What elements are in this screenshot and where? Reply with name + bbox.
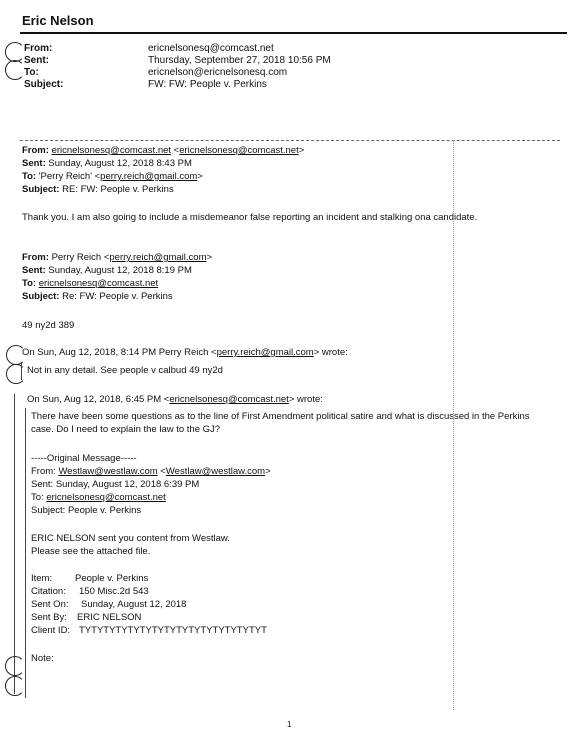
msg2-from: From: Perry Reich <perry.reich@gmail.com> (22, 252, 213, 263)
quote-bar (21, 362, 22, 380)
quote2-intro: On Sun, Aug 12, 2018, 6:45 PM <ericnelsonesq@comcast.net> wrote: (27, 394, 323, 405)
msg1-to-label: To: (22, 171, 37, 182)
original-sent: Sent: Sunday, August 12, 2018 6:39 PM (31, 479, 200, 490)
msg2-from-link[interactable]: perry.reich@gmail.com (109, 252, 207, 263)
quote2-link[interactable]: ericnelsonesq@comcast.net (169, 394, 289, 405)
quote2-body-line1: There have been some questions as to the line of First Amendment political satire and what is discussed in the Perkins (31, 411, 530, 422)
punch-hole-icon (5, 676, 25, 696)
original-from: From: Westlaw@westlaw.com <Westlaw@westlaw.com> (31, 466, 271, 477)
msg2-subject (22, 291, 173, 302)
msg1-sent (22, 158, 192, 169)
header-rule (20, 32, 567, 34)
original-to-link[interactable]: ericnelsonesq@comcast.net (46, 492, 166, 503)
msg1-subject-label: Subject: (22, 184, 60, 195)
msg2-subject-label: Subject: (22, 291, 60, 302)
detail-citation-label: Citation: (31, 586, 66, 597)
detail-senton-value: Sunday, August 12, 2018 (81, 599, 187, 610)
msg2-body: 49 ny2d 389 (22, 320, 75, 331)
original-from-link-2[interactable]: Westlaw@westlaw.com (165, 466, 266, 477)
original-subject: Subject: People v. Perkins (31, 505, 142, 516)
msg1-from-link[interactable]: ericnelsonesq@comcast.net (51, 145, 172, 156)
quote-bar-inner (25, 408, 26, 698)
msg2-to-label: To: (22, 278, 37, 289)
original-title: -----Original Message----- (31, 453, 137, 464)
note-label: Note: (31, 653, 54, 664)
to-value: ericnelson@ericnelsonesq.com (148, 67, 288, 78)
subject-label: Subject: (24, 79, 64, 90)
msg1-to-link[interactable]: perry.reich@gmail.com (100, 171, 198, 182)
page-number: 1 (287, 720, 292, 729)
original-to (31, 492, 166, 503)
msg1-to-name: 'Perry Reich' (38, 171, 92, 182)
detail-client-label: Client ID: (31, 625, 71, 636)
quote-bar-outer (14, 394, 15, 694)
msg1-body (22, 212, 477, 223)
punch-hole-icon (5, 60, 25, 80)
msg2-from-label: From: (22, 252, 49, 263)
from-label: From: (24, 43, 53, 54)
msg1-from: From: ericnelsonesq@comcast.net <ericnelsonesq@comcast.net> (22, 145, 305, 156)
quote2-intro-text: On Sun, Aug 12, 2018, 6:45 PM (27, 394, 162, 405)
quote2-body-line2: case. Do I need to explain the law to the GJ? (31, 424, 221, 435)
scan-artifact-line (453, 140, 454, 710)
detail-client-value: TYTYTYTYTYTYTYTYTYTYTYTYTYTYTYT (79, 625, 267, 636)
punch-hole-icon (6, 364, 26, 384)
msg2-to (22, 278, 158, 289)
to-label: To: (24, 67, 39, 78)
msg2-subject-value: Re: FW: People v. Perkins (62, 291, 173, 302)
quote1-intro-text: On Sun, Aug 12, 2018, 8:14 PM Perry Reich (22, 347, 209, 358)
quote1-body: Not in any detail. See people v calbud 49 ny2d (27, 365, 223, 376)
msg2-from-name: Perry Reich (51, 252, 102, 263)
sent-label: Sent: (24, 55, 49, 66)
separator-line (20, 140, 560, 141)
msg1-from-label: From: (22, 145, 49, 156)
msg1-from-link-2[interactable]: ericnelsonesq@comcast.net (179, 145, 299, 156)
detail-senton-label: Sent On: (31, 599, 69, 610)
original-from-link[interactable]: Westlaw@westlaw.com (58, 466, 158, 477)
msg1-subject (22, 184, 174, 195)
punch-hole-icon (5, 656, 25, 676)
msg1-body-part2: a candidate. (425, 212, 478, 223)
quote1-link[interactable]: perry.reich@gmail.com (216, 347, 314, 358)
msg2-sent-value: Sunday, August 12, 2018 8:19 PM (48, 265, 192, 276)
quote1-intro: On Sun, Aug 12, 2018, 8:14 PM Perry Reich <perry.reich@gmail.com> wrote: (22, 347, 348, 358)
detail-citation-value: 150 Misc.2d 543 (79, 586, 149, 597)
msg2-sent-label: Sent: (22, 265, 46, 276)
msg2-to-link[interactable]: ericnelsonesq@comcast.net (38, 278, 159, 289)
detail-item-value: People v. Perkins (75, 573, 149, 584)
detail-sentby-label: Sent By: (31, 612, 67, 623)
sent-value: Thursday, September 27, 2018 10:56 PM (148, 55, 331, 66)
original-to-label: To: (31, 492, 44, 503)
msg2-sent (22, 265, 192, 276)
original-from-label: From: (31, 466, 56, 477)
subject-value: FW: FW: People v. Perkins (148, 79, 267, 90)
msg1-sent-value: Sunday, August 12, 2018 8:43 PM (48, 158, 192, 169)
quote2-wrote: wrote: (297, 394, 323, 405)
from-value: ericnelsonesq@comcast.net (148, 43, 274, 54)
detail-item-label: Item: (31, 573, 53, 584)
msg1-subject-value: RE: FW: People v. Perkins (62, 184, 174, 195)
sender-name: Eric Nelson (22, 13, 94, 28)
original-line2: Please see the attached file. (31, 546, 151, 557)
detail-sentby-value: ERIC NELSON (77, 612, 142, 623)
original-line1: ERIC NELSON sent you content from Westlaw. (31, 533, 230, 544)
msg1-sent-label: Sent: (22, 158, 46, 169)
msg1-to: To: 'Perry Reich' <perry.reich@gmail.com> (22, 171, 203, 182)
quote1-wrote: wrote: (321, 347, 348, 358)
punch-hole-icon (5, 42, 25, 62)
msg1-body-part1: Thank you. I am also going to include a misdemeanor false reporting an incident and stalking on (22, 212, 426, 223)
